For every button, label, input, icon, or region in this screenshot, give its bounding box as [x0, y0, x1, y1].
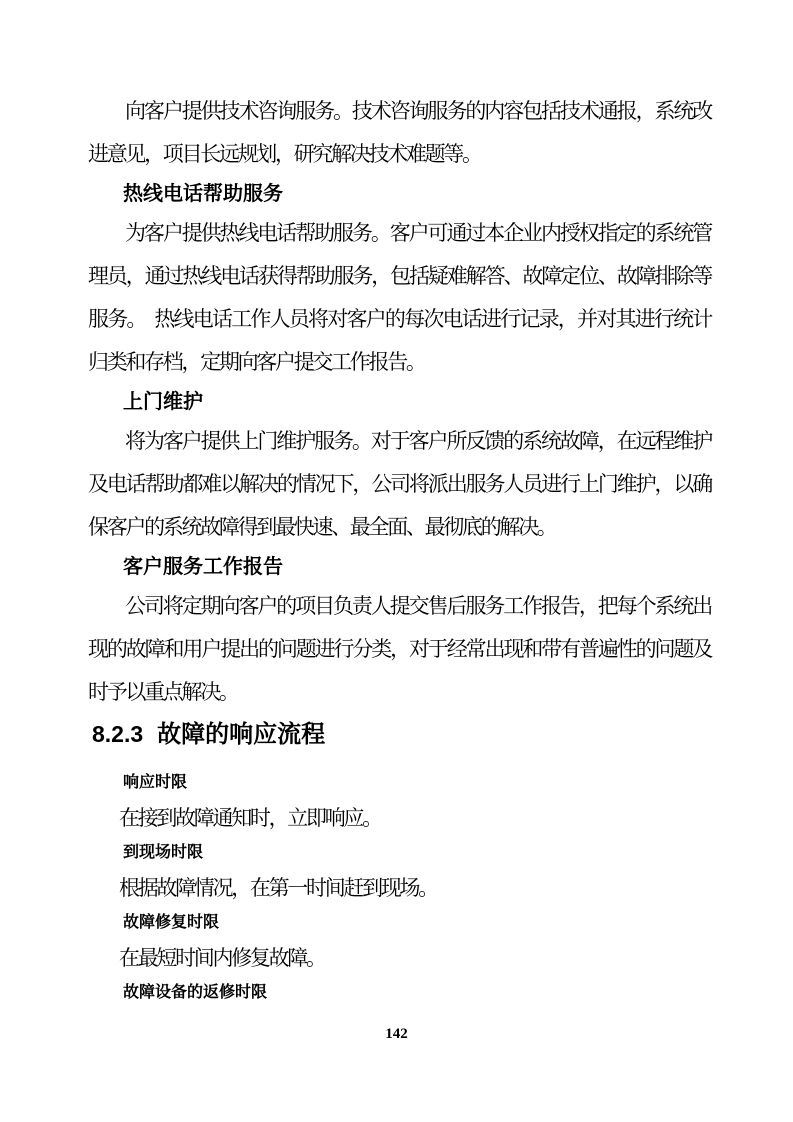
text-repair-time: 在最短时间内修复故障。: [119, 946, 325, 970]
section-heading-response-flow: [88, 716, 711, 753]
paragraph-customer-service-report: 公司将定期向客户的项目负责人提交售后服务工作报告，把每个系统出现的故障和用户提出的问题进行分类，对于经常出现和带有普遍性的问题及时予以重点解决。: [88, 594, 711, 704]
section-number: 8.2.3: [92, 721, 144, 747]
section-title: 故障的响应流程: [157, 721, 326, 748]
paragraph-onsite-maintenance: 将为客户提供上门维护服务。对于客户所反馈的系统故障，在远程维护及电话帮助都难以解决的情况下，公司将派出服务人员进行上门维护，以确保客户的系统故障得到最快速、最全面、最彻底的解决。: [88, 429, 711, 539]
paragraph-tech-consulting: 向客户提供技术咨询服务。技术咨询服务的内容包括技术通报，系统改进意见，项目长远规划，研究解决技术难题等。: [88, 99, 711, 166]
heading-customer-service-report: 客户服务工作报告: [123, 556, 283, 578]
text-arrival-time: 根据故障情况，在第一时间赶到现场。: [119, 876, 437, 900]
page-number: 142: [385, 1026, 408, 1042]
subheading-arrival-time: 到现场时限: [123, 844, 204, 861]
heading-hotline-service: 热线电话帮助服务: [123, 183, 283, 205]
heading-onsite-maintenance: 上门维护: [123, 391, 203, 413]
subheading-equipment-return-time: 故障设备的返修时限: [123, 984, 268, 1001]
subheading-response-time: 响应时限: [123, 774, 188, 791]
subheading-repair-time: 故障修复时限: [123, 914, 220, 931]
paragraph-hotline-service: 为客户提供热线电话帮助服务。客户可通过本企业内授权指定的系统管理员，通过热线电话获得帮助服务，包括疑难解答、故障定位、故障排除等服务。 热线电话工作人员将对客户的每次电话进行记录，并对其进行统计归类和存档，定期向客户提交工作报告。: [88, 221, 711, 374]
text-response-time: 在接到故障通知时，立即响应。: [119, 806, 381, 830]
